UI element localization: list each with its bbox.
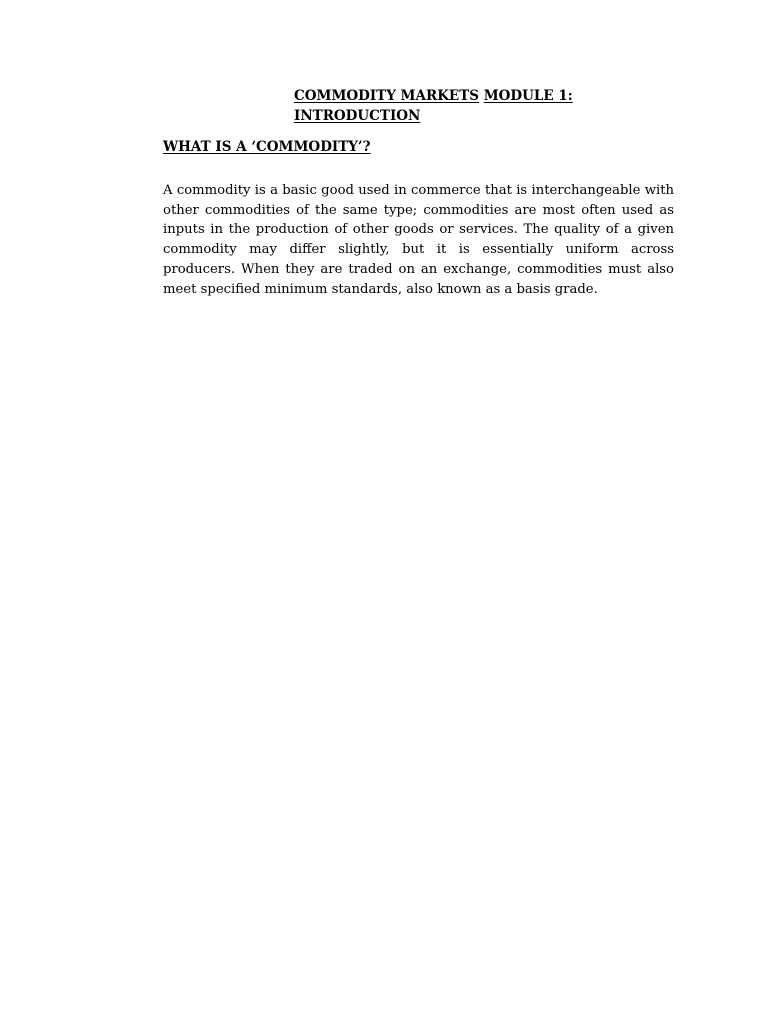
title-module-1: MODULE 1:: [483, 88, 573, 104]
body-paragraph: A commodity is a basic good used in commerce that is interchangeable with other commodities of the same type; commodities are most often used as inputs in the production of other goods or services. The quality of a given commodity may differ slightly, but it is essentially uniform across producers. When they are traded on an exchange, commodities must also meet specified minimum standards, also known as a basis grade.: [163, 183, 674, 297]
title-introduction: INTRODUCTION: [294, 108, 421, 124]
document-title: [294, 86, 594, 126]
title-commodity-markets: COMMODITY MARKETS: [294, 88, 480, 104]
section-heading: WHAT IS A ‘COMMODITY’?: [163, 139, 371, 155]
